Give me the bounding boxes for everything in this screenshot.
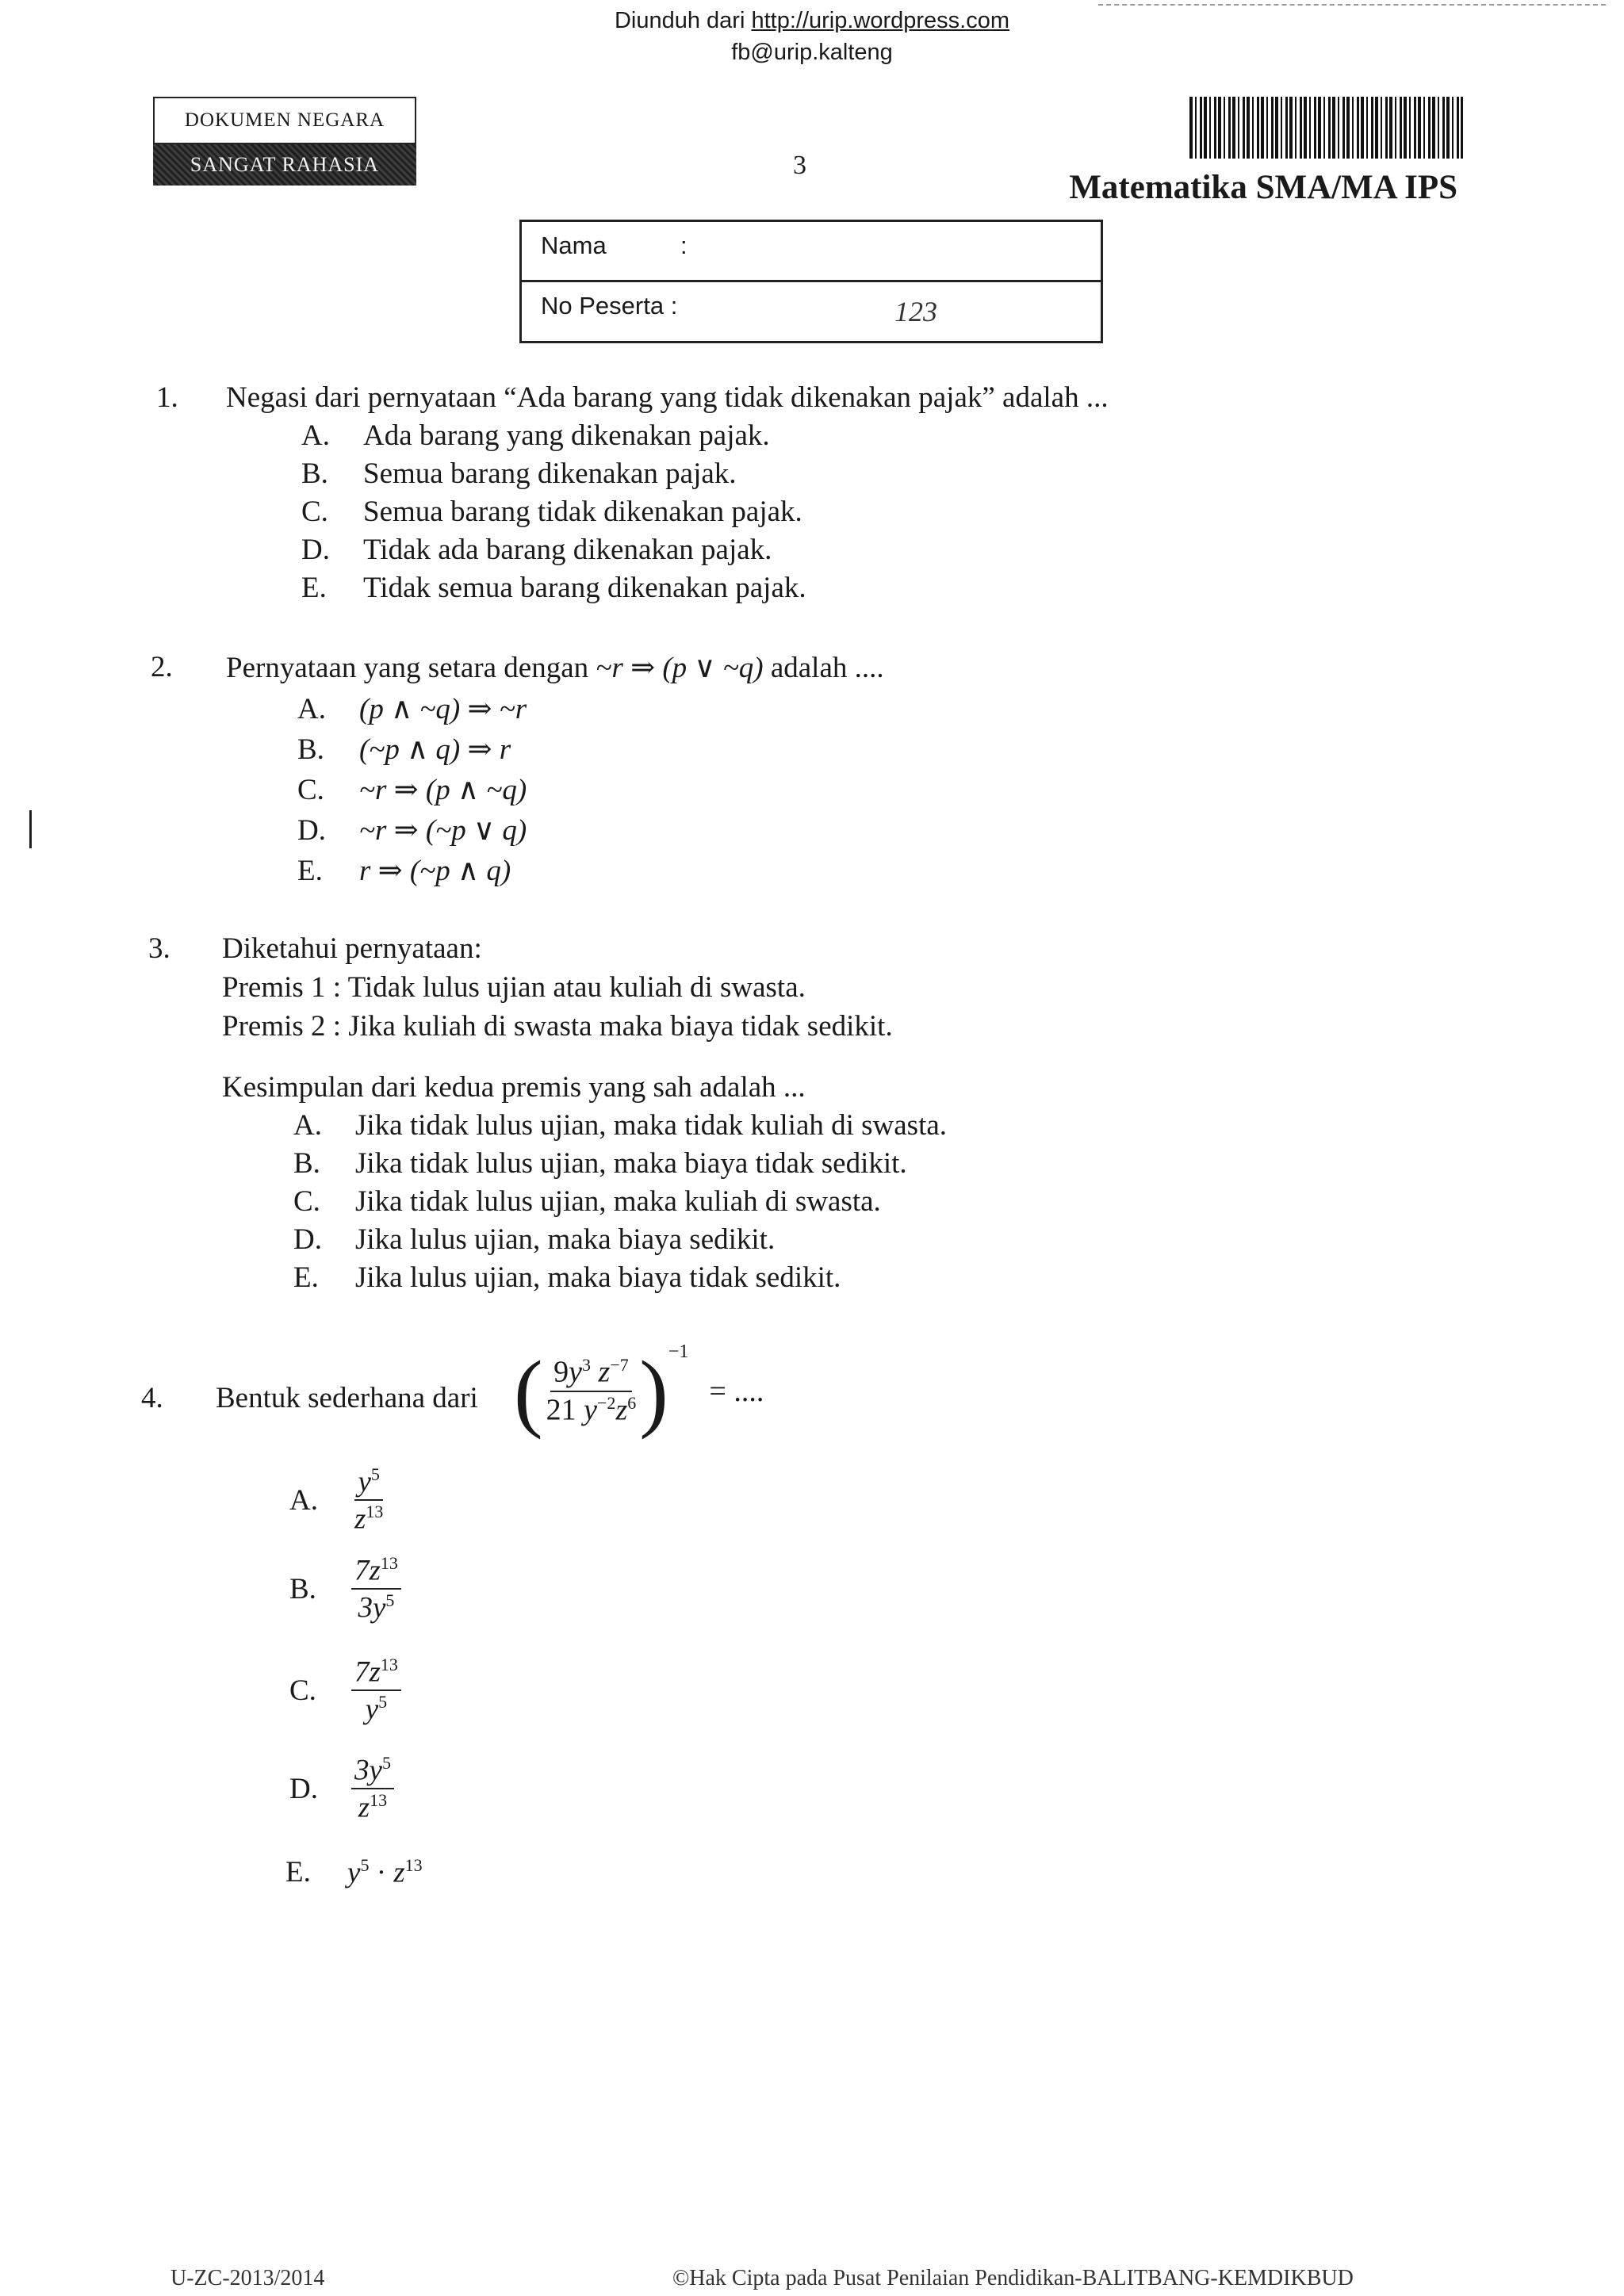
subject-title: Matematika SMA/MA IPS	[1069, 169, 1457, 206]
q3-option-a[interactable]: A. Jika tidak lulus ujian, maka tidak kuliah di swasta.	[293, 1109, 948, 1142]
q1-option-e[interactable]: E. Tidak semua barang dikenakan pajak.	[301, 572, 806, 604]
q1-option-a[interactable]: A. Ada barang yang dikenakan pajak.	[301, 419, 770, 452]
q4-right-paren: )	[639, 1343, 668, 1440]
name-label: Nama	[541, 232, 607, 259]
source-prefix: Diunduh dari	[614, 8, 752, 33]
q3-option-d[interactable]: D. Jika lulus ujian, maka biaya sedikit.	[293, 1223, 776, 1256]
classification-stamp	[153, 97, 416, 198]
scan-margin-mark	[29, 810, 32, 848]
q4-number: 4.	[141, 1382, 163, 1414]
q3-option-b[interactable]: B. Jika tidak lulus ujian, maka biaya tidak sedikit.	[293, 1147, 907, 1180]
footer-copyright: ©Hak Cipta pada Pusat Penilaian Pendidikan-BALITBANG-KEMDIKBUD	[672, 2266, 1354, 2290]
participant-row	[522, 282, 1101, 340]
q3-number: 3.	[148, 932, 170, 965]
q4-text: Bentuk sederhana dari	[216, 1382, 478, 1414]
q4-option-b[interactable]: B. $\frac{7z^{13}}{3y^5}$	[289, 1554, 401, 1624]
scan-edge-line	[1098, 4, 1606, 6]
q1-option-c[interactable]: C. Semua barang tidak dikenakan pajak.	[301, 496, 802, 528]
doc-label: DOKUMEN NEGARA	[153, 97, 416, 144]
q2-option-d[interactable]: D. ~r ⇒ (~p ∨ q)	[297, 814, 527, 847]
q2-text: Pernyataan yang setara dengan ~r ⇒ (p ∨ ~q) adalah ....	[226, 652, 884, 684]
q3-option-c[interactable]: C. Jika tidak lulus ujian, maka kuliah di swasta.	[293, 1185, 881, 1218]
source-link[interactable]: http://urip.wordpress.com	[751, 8, 1010, 33]
q3-option-e[interactable]: E. Jika lulus ujian, maka biaya tidak sedikit.	[293, 1261, 841, 1294]
q3-premise-1: Premis 1 : Tidak lulus ujian atau kuliah di swasta.	[222, 971, 806, 1004]
participant-label: No Peserta :	[541, 292, 678, 320]
source-facebook: fb@urip.kalteng	[731, 40, 893, 65]
q3-premise-2: Premis 2 : Jika kuliah di swasta maka biaya tidak sedikit.	[222, 1010, 893, 1043]
q3-intro: Diketahui pernyataan:	[222, 932, 482, 965]
q4-option-d[interactable]: D. $\frac{3y^5}{z^{13}}$	[289, 1754, 394, 1823]
name-colon: :	[680, 232, 688, 259]
q1-option-d[interactable]: D. Tidak ada barang dikenakan pajak.	[301, 534, 772, 566]
q3-question: Kesimpulan dari kedua premis yang sah adalah ...	[222, 1071, 806, 1104]
q1-option-b[interactable]: B. Semua barang dikenakan pajak.	[301, 457, 737, 490]
name-row	[522, 222, 1101, 282]
q2-expression: ~r ⇒ (p ∨ ~q)	[596, 652, 764, 684]
source-line	[0, 8, 1624, 34]
q2-option-e[interactable]: E. r ⇒ (~p ∧ q)	[297, 855, 511, 887]
q4-expression	[514, 1341, 764, 1440]
q2-option-a[interactable]: A. (p ∧ ~q) ⇒ ~r	[297, 693, 527, 725]
q4-outer-exponent: −1	[668, 1341, 689, 1362]
q4-left-paren: (	[514, 1343, 543, 1440]
barcode-image	[1189, 97, 1463, 159]
footer-code: U-ZC-2013/2014	[170, 2266, 325, 2290]
q2-option-c[interactable]: C. ~r ⇒ (p ∧ ~q)	[297, 774, 527, 806]
q4-main-fraction: $\frac{9y^3 z^{-7}}{21 y^{-2}z^6}$	[546, 1355, 637, 1427]
secrecy-label: SANGAT RAHASIA	[153, 144, 416, 186]
q4-option-c[interactable]: C. $\frac{7z^{13}}{y^5}$	[289, 1655, 401, 1725]
q2-number: 2.	[151, 651, 173, 683]
participant-handwritten-number: 123	[894, 296, 937, 327]
page-number: 3	[793, 151, 806, 180]
identity-box	[519, 220, 1103, 343]
q4-option-a[interactable]: A. $\frac{y^5}{z^{13}}$	[289, 1464, 384, 1536]
q1-text: Negasi dari pernyataan “Ada barang yang tidak dikenakan pajak” adalah ...	[226, 381, 1109, 414]
q4-option-e[interactable]: E. $y^5 \cdot z^{13}$	[285, 1855, 423, 1889]
q2-option-b[interactable]: B. (~p ∧ q) ⇒ r	[297, 733, 511, 766]
q1-number: 1.	[156, 381, 178, 414]
q4-suffix: = ....	[709, 1375, 764, 1408]
